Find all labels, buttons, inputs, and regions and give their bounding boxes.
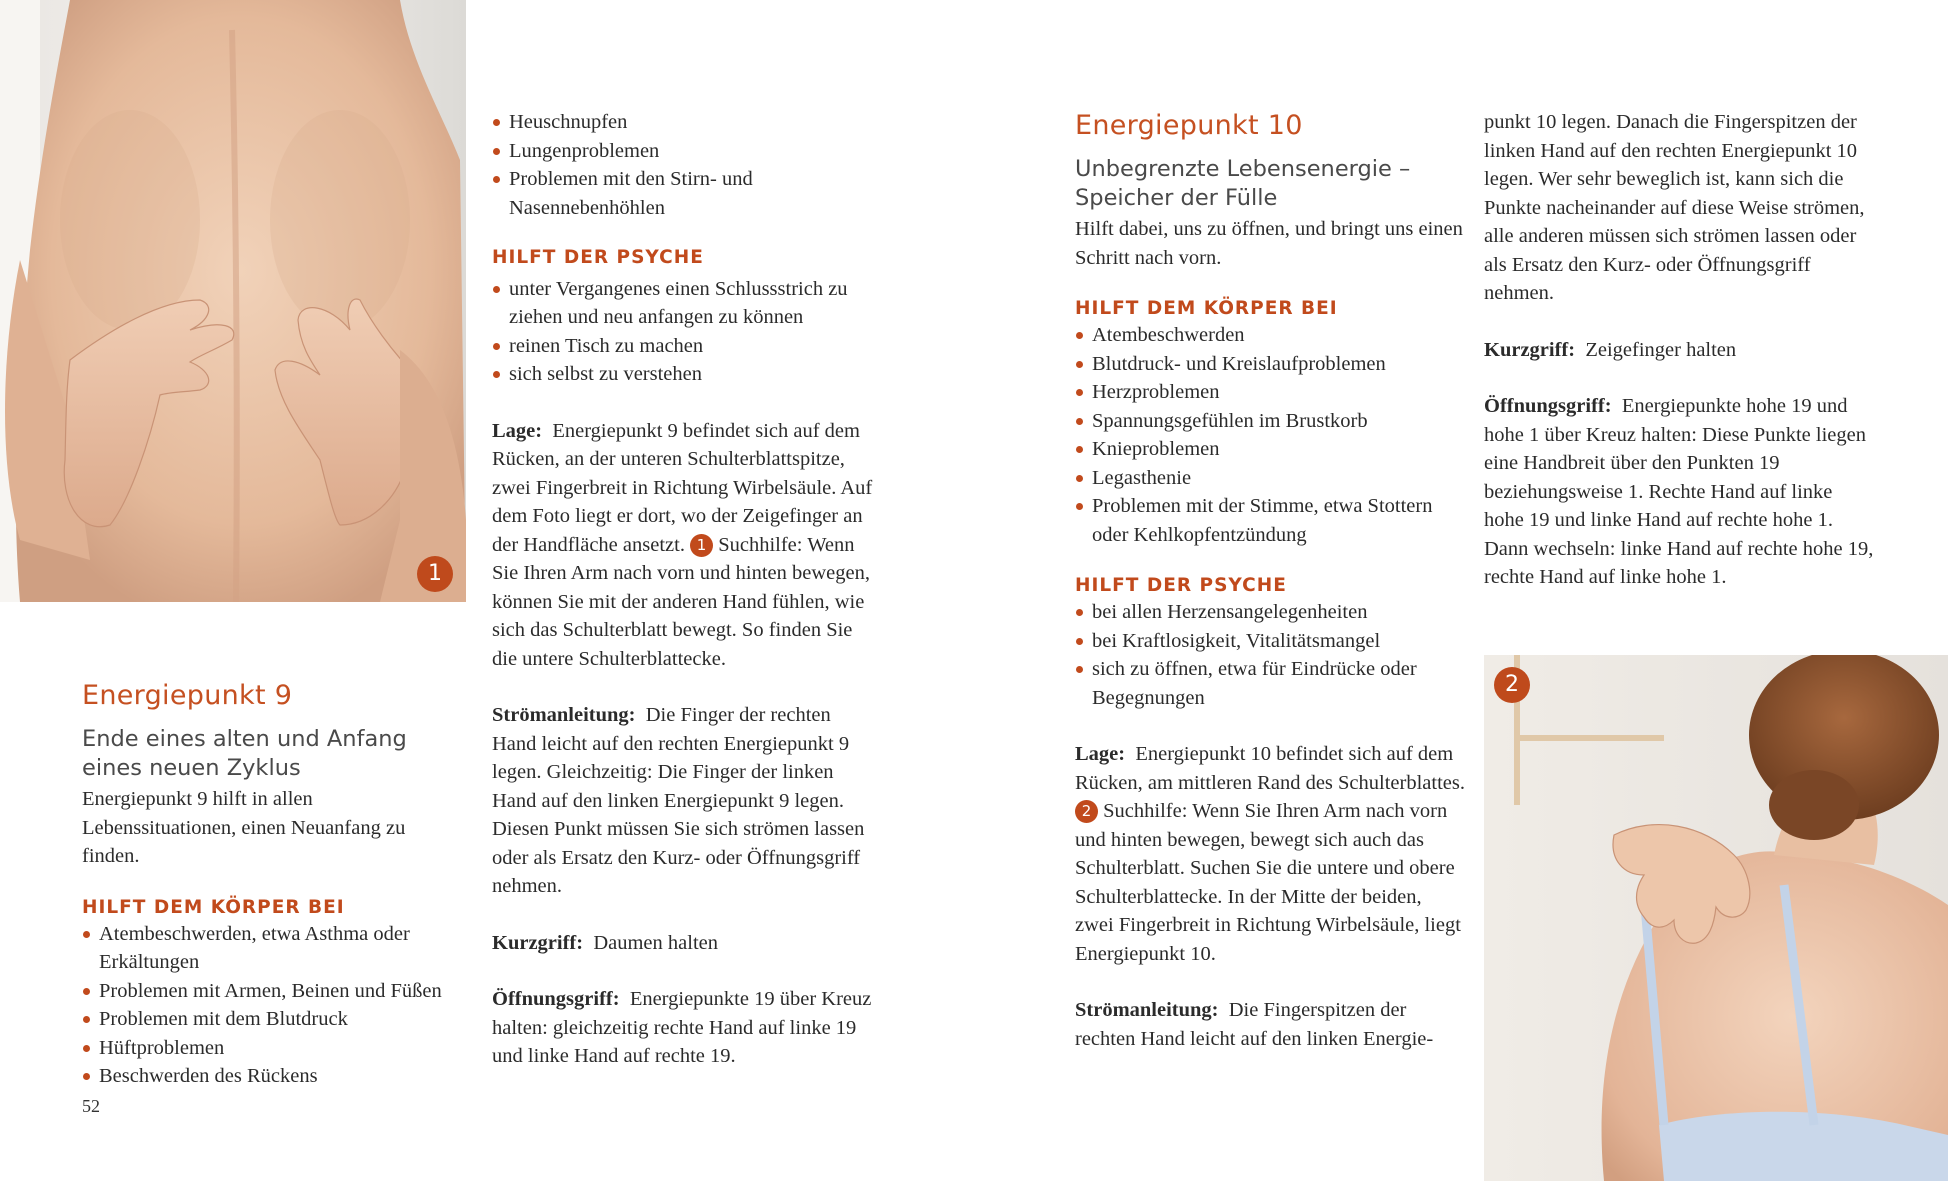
lage-suchhilfe: Suchhilfe: Wenn Sie Ihren Arm nach vorn und hinten bewegen, können Sie mit der anderen Hand fühlen, wie sich das Schulterblatt bewegt. So finden Sie die untere Schulterblattecke.	[492, 533, 871, 670]
ep9-lage	[492, 417, 877, 674]
ep9-psyche-heading: HILFT DER PSYCHE	[492, 247, 704, 268]
list-item: Legasthenie	[1075, 464, 1465, 493]
list-item: Heuschnupfen	[492, 108, 877, 137]
list-item: Problemen mit den Stirn- und Nasennebenhöhlen	[492, 165, 877, 222]
photo-back-hands	[0, 0, 466, 602]
ep10-block	[1075, 110, 1465, 1053]
ep10-body-list	[1075, 321, 1465, 549]
oeff-text: Energiepunkte hohe 19 und hohe 1 über Kreuz halten: Diese Punkte liegen eine Handbreit über den Punkten 19 beziehungsweise 1. Rechte Hand auf linke hohe 19 und linke Hand auf rechte hohe 1. Dann wechseln: linke Hand auf rechte hohe 19, rechte Hand auf linke hohe 1.	[1484, 395, 1874, 588]
list-item: Atembeschwerden, etwa Asthma oder Erkältungen	[82, 920, 467, 977]
kurz-text: Zeigefinger halten	[1585, 338, 1737, 361]
photo-ref-badge: 1	[690, 534, 713, 557]
ep9-subtitle-line2: eines neuen Zyklus	[82, 755, 301, 781]
kurz-label: Kurzgriff:	[1484, 338, 1576, 361]
photo-badge: 2	[1494, 667, 1530, 703]
ep10-column-4	[1484, 108, 1874, 592]
list-item: sich zu öffnen, etwa für Eindrücke oder Begegnungen	[1075, 655, 1465, 712]
ep10-psyche-list	[1075, 598, 1465, 712]
ep9-stroemanleitung	[492, 701, 877, 901]
stroem-label: Strömanleitung:	[492, 704, 636, 726]
ep9-oeffnungsgriff	[492, 985, 877, 1071]
ep10-lage	[1075, 740, 1465, 968]
stroem-label: Strömanleitung:	[1075, 999, 1219, 1021]
shoulder-hand-illustration	[1484, 655, 1948, 1181]
photo-badge: 1	[417, 556, 453, 592]
stroem-continuation: punkt 10 legen. Danach die Fingerspitzen der linken Hand auf den rechten Energiepunkt 10 legen. Wer sehr beweglich ist, kann sich die Punkte nacheinander auf diese Weise strömen, alle anderen müssen sich strömen lassen oder als Ersatz den Kurz- oder Öffnungsgriff nehmen.	[1484, 111, 1865, 304]
ep9-kurzgriff	[492, 929, 877, 958]
ep9-body-list-cont	[492, 108, 877, 222]
list-item: sich selbst zu verstehen	[492, 360, 877, 389]
lage-suchhilfe: Suchhilfe: Wenn Sie Ihren Arm nach vorn und hinten bewegen, bewegt sich auch das Schulterblatt. Suchen Sie die untere und obere Schulterblattecke. In der Mitte der beiden, zwei Fingerbreit in Richtung Wirbelsäule, liegt Energiepunkt 10.	[1075, 800, 1461, 965]
ep10-body-heading: HILFT DEM KÖRPER BEI	[1075, 298, 1338, 319]
stroem-text: Die Finger der rechten Hand leicht auf den rechten Energiepunkt 9 legen. Gleichzeitig: Die Finger der linken Hand auf den linken Energiepunkt 9 legen. Diesen Punkt müssen Sie sich strömen lassen oder als Ersatz den Kurz- oder Öffnungsgriff nehmen.	[492, 704, 865, 897]
list-item: Knieproblemen	[1075, 435, 1465, 464]
lage-text: Energiepunkt 10 befindet sich auf dem Rücken, am mittleren Rand des Schulterblattes.	[1075, 743, 1465, 794]
kurz-label: Kurzgriff:	[492, 931, 584, 954]
list-item: unter Vergangenes einen Schlussstrich zu ziehen und neu anfangen zu können	[492, 275, 877, 332]
ep9-body-heading: HILFT DEM KÖRPER BEI	[82, 896, 345, 918]
lage-text: Energiepunkt 9 befindet sich auf dem Rücken, an der unteren Schulterblattspitze, zwei Fingerbreit in Richtung Wirbelsäule. Auf dem Foto liegt er dort, wo der Zeigefinger an der Handfläche ansetzt.	[492, 419, 873, 556]
lage-label: Lage:	[492, 419, 543, 442]
photo-ref-badge: 2	[1075, 800, 1098, 823]
ep9-column-2	[492, 108, 877, 1071]
list-item: Blutdruck- und Kreislaufproblemen	[1075, 350, 1465, 379]
ep9-body-list	[82, 920, 467, 1091]
ep10-psyche-heading: HILFT DER PSYCHE	[1075, 575, 1287, 596]
ep10-kurzgriff	[1484, 336, 1874, 365]
list-item: bei allen Herzensangelegenheiten	[1075, 598, 1465, 627]
ep9-subtitle	[82, 725, 467, 783]
page-number: 52	[82, 1096, 100, 1116]
photo-shoulder-hand	[1484, 655, 1948, 1181]
oeff-text: Energiepunkte 19 über Kreuz halten: gleichzeitig rechte Hand auf linke 19 und linke Hand auf rechte 19.	[492, 988, 872, 1067]
list-item: Hüftproblemen	[82, 1034, 467, 1063]
oeff-label: Öffnungsgriff:	[1484, 395, 1612, 417]
ep10-subtitle-line2: Speicher der Fülle	[1075, 185, 1278, 211]
ep9-subtitle-line1: Ende eines alten und Anfang	[82, 726, 407, 752]
lage-label: Lage:	[1075, 743, 1126, 765]
list-item: Atembeschwerden	[1075, 321, 1465, 350]
list-item: Beschwerden des Rückens	[82, 1062, 467, 1091]
ep10-intro: Hilft dabei, uns zu öffnen, und bringt uns einen Schritt nach vorn.	[1075, 218, 1463, 269]
ep10-subtitle	[1075, 155, 1465, 213]
ep10-subtitle-line1: Unbegrenzte Lebensenergie –	[1075, 156, 1411, 182]
back-hands-illustration	[0, 0, 466, 602]
ep10-title: Energiepunkt 10	[1075, 110, 1303, 141]
ep9-psyche-list	[492, 275, 877, 389]
ep10-oeffnungsgriff	[1484, 392, 1874, 592]
list-item: bei Kraftlosigkeit, Vitalitätsmangel	[1075, 627, 1465, 656]
list-item: reinen Tisch zu machen	[492, 332, 877, 361]
ep10-stroemanleitung	[1075, 996, 1465, 1053]
list-item: Problemen mit Armen, Beinen und Füßen	[82, 977, 467, 1006]
ep9-block	[82, 680, 467, 1091]
kurz-text: Daumen halten	[593, 931, 718, 954]
stroem-text: Die Fingerspitzen der rechten Hand leicht auf den linken Energie-	[1075, 999, 1434, 1050]
list-item: Spannungsgefühlen im Brustkorb	[1075, 407, 1465, 436]
ep9-intro: Energiepunkt 9 hilft in allen Lebenssituationen, einen Neuanfang zu finden.	[82, 788, 406, 867]
list-item: Herzproblemen	[1075, 378, 1465, 407]
ep9-title: Energiepunkt 9	[82, 680, 293, 711]
list-item: Problemen mit der Stimme, etwa Stottern oder Kehlkopfentzündung	[1075, 492, 1465, 549]
list-item: Problemen mit dem Blutdruck	[82, 1005, 467, 1034]
oeff-label: Öffnungsgriff:	[492, 988, 620, 1010]
list-item: Lungenproblemen	[492, 137, 877, 166]
